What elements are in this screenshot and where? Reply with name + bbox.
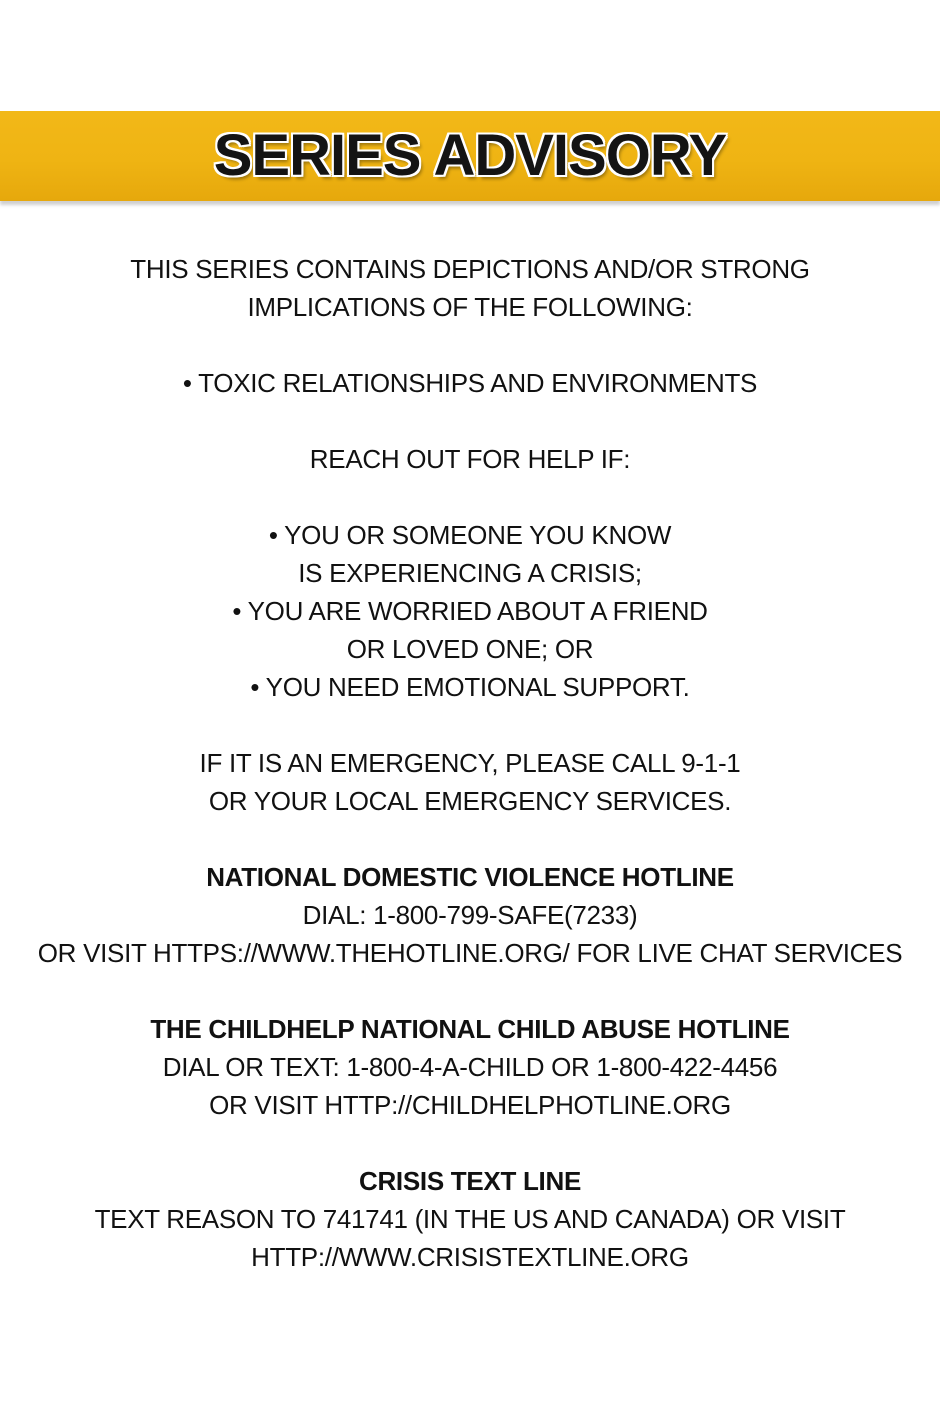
banner-title: SERIES ADVISORY	[213, 123, 727, 188]
hotline-name-domestic-violence: NATIONAL DOMESTIC VIOLENCE HOTLINE	[206, 862, 734, 892]
reach-out-line: • YOU OR SOMEONE YOU KNOW	[268, 520, 672, 550]
intro-line-1: THIS SERIES CONTAINS DEPICTIONS AND/OR STRONG	[130, 254, 810, 284]
reach-out-line: • YOU NEED EMOTIONAL SUPPORT.	[250, 672, 690, 702]
reach-out-line: • YOU ARE WORRIED ABOUT A FRIEND	[232, 596, 708, 626]
topic-item: • TOXIC RELATIONSHIPS AND ENVIRONMENTS	[182, 368, 758, 398]
hotline-dial-domestic-violence: DIAL: 1-800-799-SAFE(7233)	[302, 900, 638, 930]
intro-line-2: IMPLICATIONS OF THE FOLLOWING:	[247, 292, 693, 322]
hotline-visit-domestic-violence: OR VISIT HTTPS://WWW.THEHOTLINE.ORG/ FOR LIVE CHAT SERVICES	[37, 938, 903, 968]
hotline-text-crisis-text: TEXT REASON TO 741741 (IN THE US AND CANADA) OR VISIT	[94, 1204, 846, 1234]
advisory-content	[0, 250, 940, 1276]
reach-out-heading: REACH OUT FOR HELP IF:	[309, 444, 631, 474]
advisory-banner	[0, 111, 940, 201]
hotline-visit-crisis-text: HTTP://WWW.CRISISTEXTLINE.ORG	[251, 1242, 689, 1272]
hotline-name-childhelp: THE CHILDHELP NATIONAL CHILD ABUSE HOTLINE	[150, 1014, 790, 1044]
emergency-line-2: OR YOUR LOCAL EMERGENCY SERVICES.	[208, 786, 732, 816]
hotline-dial-childhelp: DIAL OR TEXT: 1-800-4-A-CHILD OR 1-800-422-4456	[162, 1052, 778, 1082]
reach-out-line: OR LOVED ONE; OR	[346, 634, 594, 664]
hotline-visit-childhelp: OR VISIT HTTP://CHILDHELPHOTLINE.ORG	[209, 1090, 731, 1120]
emergency-line-1: IF IT IS AN EMERGENCY, PLEASE CALL 9-1-1	[199, 748, 741, 778]
reach-out-line: IS EXPERIENCING A CRISIS;	[298, 558, 642, 588]
hotline-name-crisis-text: CRISIS TEXT LINE	[358, 1166, 581, 1196]
